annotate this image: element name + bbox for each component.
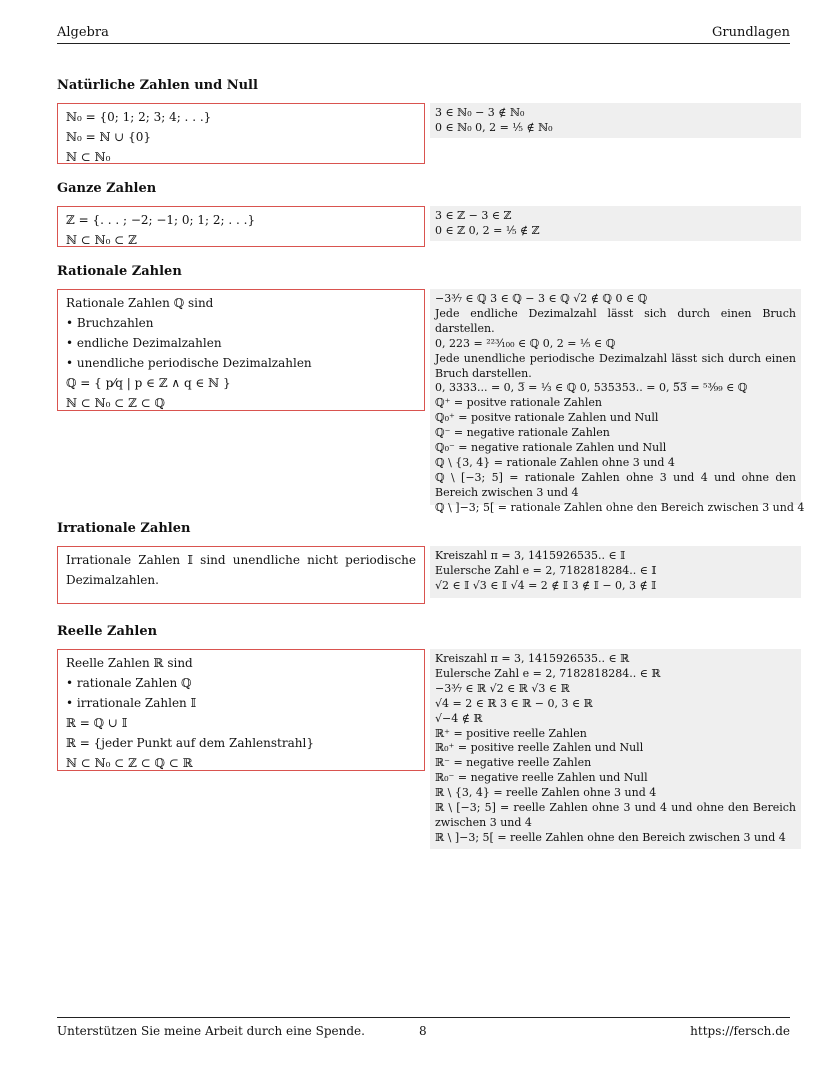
example-line: ℚ \ ]−3; 5[ = rationale Zahlen ohne den Bereich zwischen 3 und 4	[435, 500, 805, 514]
example-line: −3³⁄₇ ∈ ℚ 3 ∈ ℚ − 3 ∈ ℚ √2 ∉ ℚ 0 ∈ ℚ	[435, 292, 648, 305]
definition-line: Irrationale Zahlen 𝕀 sind unendliche nicht periodische Dezimalzahlen.	[66, 553, 416, 587]
definition-line: ℝ = {jeder Punkt auf dem Zahlenstrahl}	[66, 736, 314, 750]
section-reelle-zahlen	[57, 624, 801, 844]
page-header	[57, 25, 790, 44]
example-line: ℚ₀⁻ = negative rationale Zahlen und Null	[435, 441, 667, 455]
page-number: 8	[419, 1024, 427, 1038]
donation-note: Unterstützen Sie meine Arbeit durch eine Spende.	[57, 1024, 365, 1038]
example-line: 0, 223 = ²²³⁄₁₀₀ ∈ ℚ 0, 2 = ¹⁄₅ ∈ ℚ	[435, 336, 616, 350]
example-line: Kreiszahl π = 3, 1415926535.. ∈ ℝ	[435, 652, 630, 665]
example-panel	[430, 649, 801, 849]
section-title: Irrationale Zahlen	[57, 521, 191, 536]
example-line: Eulersche Zahl e = 2, 7182818284.. ∈ 𝕀	[435, 563, 657, 577]
section-title: Reelle Zahlen	[57, 624, 158, 639]
section-irrationale-zahlen	[57, 521, 801, 592]
example-line: ℝ⁺ = positive reelle Zahlen	[435, 726, 587, 740]
definition-line: ℤ = {. . . ; −2; −1; 0; 1; 2; . . .}	[66, 213, 256, 227]
section-natuerliche-zahlen	[57, 78, 801, 164]
definition-line: • unendliche periodische Dezimalzahlen	[66, 356, 312, 370]
example-line: ℚ⁻ = negative rationale Zahlen	[435, 426, 610, 440]
example-line: ℝ \ ]−3; 5[ = reelle Zahlen ohne den Bereich zwischen 3 und 4	[435, 830, 786, 844]
section-ganze-zahlen	[57, 181, 801, 247]
example-line: ℝ₀⁺ = positive reelle Zahlen und Null	[435, 741, 644, 755]
section-title: Ganze Zahlen	[57, 181, 157, 196]
definition-line: ℕ₀ = ℕ ∪ {0}	[66, 130, 152, 144]
example-line: 0 ∈ ℕ₀ 0, 2 = ¹⁄₅ ∉ ℕ₀	[435, 120, 553, 134]
definition-box	[57, 649, 425, 771]
example-line: √4 = 2 ∈ ℝ 3 ∈ ℝ − 0, 3 ∈ ℝ	[435, 696, 593, 710]
example-line: Jede endliche Dezimalzahl lässt sich durch einen Bruch darstellen.	[435, 306, 796, 335]
header-title: Algebra	[57, 25, 109, 40]
definition-box	[57, 103, 425, 164]
section-rationale-zahlen	[57, 264, 805, 514]
definition-line: ℕ ⊂ ℕ₀	[66, 150, 111, 164]
example-line: ℝ⁻ = negative reelle Zahlen	[435, 756, 592, 770]
section-title: Rationale Zahlen	[57, 264, 182, 279]
example-panel	[430, 289, 805, 514]
definition-line: ℕ ⊂ ℕ₀ ⊂ ℤ ⊂ ℚ	[66, 396, 166, 410]
definition-box	[57, 206, 425, 247]
example-line: ℚ⁺ = positve rationale Zahlen	[435, 396, 603, 410]
definition-line: ℚ = { p⁄q | p ∈ ℤ ∧ q ∈ ℕ }	[66, 376, 231, 390]
example-line: ℝ \ [−3; 5] = reelle Zahlen ohne 3 und 4 und ohne den Bereich zwischen 3 und 4	[435, 801, 796, 829]
example-panel	[430, 103, 801, 138]
example-line: −3³⁄₇ ∈ ℝ √2 ∈ ℝ √3 ∈ ℝ	[435, 681, 570, 695]
example-line: 3 ∈ ℕ₀ − 3 ∉ ℕ₀	[435, 106, 525, 119]
page-footer	[57, 1017, 790, 1040]
definition-line: ℝ = ℚ ∪ 𝕀	[66, 716, 128, 730]
definition-box	[57, 289, 425, 411]
definition-line: Reelle Zahlen ℝ sind	[66, 656, 193, 670]
example-line: ℚ \ [−3; 5] = rationale Zahlen ohne 3 und 4 und ohne den Bereich zwischen 3 und 4	[435, 470, 796, 499]
definition-line: ℕ ⊂ ℕ₀ ⊂ ℤ	[66, 233, 137, 247]
example-line: ℚ₀⁺ = positve rationale Zahlen und Null	[435, 411, 659, 425]
header-chapter: Grundlagen	[712, 25, 790, 40]
definition-line: ℕ ⊂ ℕ₀ ⊂ ℤ ⊂ ℚ ⊂ ℝ	[66, 756, 193, 770]
definition-box	[57, 546, 425, 604]
example-line: ℝ \ {3, 4} = reelle Zahlen ohne 3 und 4	[435, 786, 657, 800]
definition-line: • irrationale Zahlen 𝕀	[66, 696, 197, 710]
example-line: ℝ₀⁻ = negative reelle Zahlen und Null	[435, 771, 648, 785]
definition-line: • Bruchzahlen	[66, 316, 154, 330]
definition-line: Rationale Zahlen ℚ sind	[66, 296, 214, 310]
example-line: ℚ \ {3, 4} = rationale Zahlen ohne 3 und 4	[435, 455, 675, 469]
example-line: √2 ∈ 𝕀 √3 ∈ 𝕀 √4 = 2 ∉ 𝕀 3 ∉ 𝕀 − 0, 3 ∉ 𝕀	[435, 578, 657, 592]
example-line: Jede unendliche periodische Dezimalzahl lässt sich durch einen Bruch darstellen.	[435, 351, 796, 380]
example-line: 3 ∈ ℤ − 3 ∈ ℤ	[435, 209, 512, 222]
example-line: Kreiszahl π = 3, 1415926535.. ∈ 𝕀	[435, 549, 626, 562]
definition-line: • rationale Zahlen ℚ	[66, 676, 192, 690]
example-panel	[430, 546, 801, 598]
example-line: 0 ∈ ℤ 0, 2 = ¹⁄₅ ∉ ℤ	[435, 223, 540, 237]
example-line: √−4 ∉ ℝ	[435, 711, 483, 725]
website-link[interactable]: https://fersch.de	[690, 1024, 790, 1038]
section-title: Natürliche Zahlen und Null	[57, 78, 258, 93]
example-panel	[430, 206, 801, 241]
example-line: 0, 3333... = 0, 3̅ = ¹⁄₃ ∈ ℚ 0, 535353.. = 0, 5̅3̅ = ⁵³⁄₉₉ ∈ ℚ	[435, 381, 748, 395]
definition-line: ℕ₀ = {0; 1; 2; 3; 4; . . .}	[66, 110, 212, 124]
example-line: Eulersche Zahl e = 2, 7182818284.. ∈ ℝ	[435, 666, 661, 680]
definition-line: • endliche Dezimalzahlen	[66, 336, 222, 350]
